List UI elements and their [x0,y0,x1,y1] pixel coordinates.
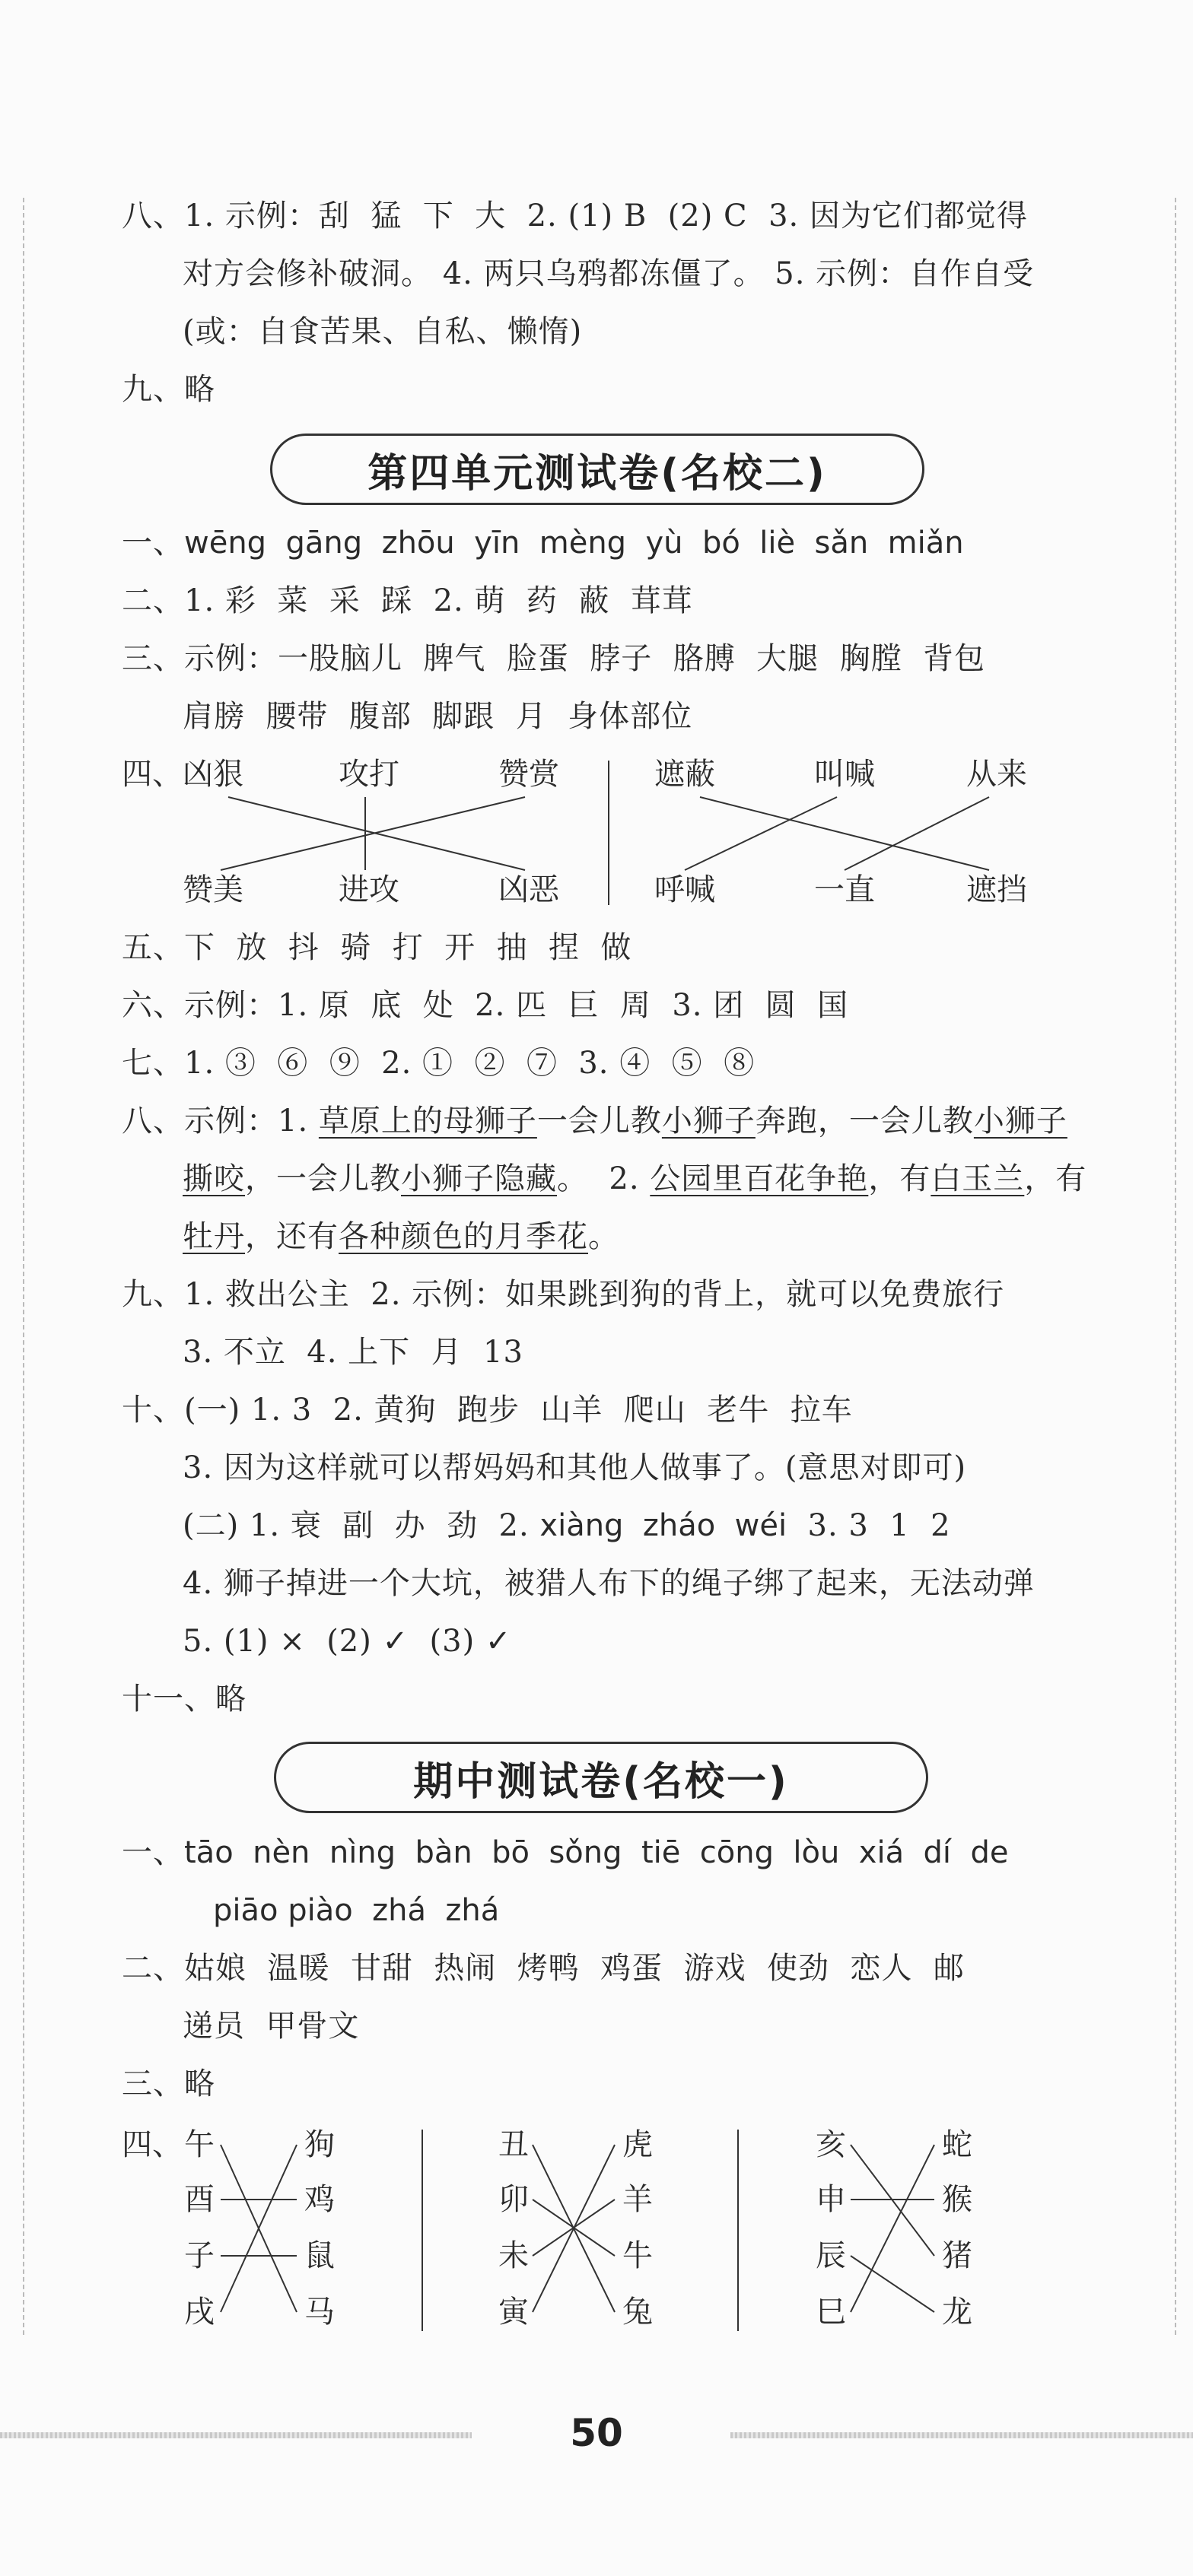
unit4-q3-line-1: 三、示例：一股脑儿 脾气 脸蛋 脖子 胳膊 大腿 胸膛 背包 [122,641,986,676]
unit4-q10-line-1: 十、(一) 1. 3 2. 黄狗 跑步 山羊 爬山 老牛 拉车 [122,1393,853,1428]
match-line [700,797,989,870]
answer-8-line-3: (或：自食苦果、自私、懒惰) [183,314,583,349]
unit4-q10-line-2: 3. 因为这样就可以帮妈妈和其他人做事了。(意思对即可) [183,1450,967,1485]
match-word: 凶狠 [183,757,243,792]
midterm-q2-line-1: 二、姑娘 温暖 甘甜 热闹 烤鸭 鸡蛋 游戏 使劲 恋人 邮 [122,1951,965,1986]
match-line [851,2145,934,2312]
unit4-q1-pinyin: wēng gāng zhōu yīn mèng yù bó liè sǎn miǎn [184,526,964,561]
match-word: 虎 [622,2127,653,2162]
match-word: 兔 [622,2295,653,2330]
unit4-q9-line-1: 九、1. 救出公主 2. 示例：如果跳到狗的背上，就可以免费旅行 [122,1277,1005,1312]
match-word: 从来 [966,757,1027,792]
match-word: 呼喊 [654,872,715,907]
match-word: 进攻 [339,872,399,907]
match-word: 申 [816,2182,846,2217]
unit4-q1: 一、wēng gāng zhōu yīn mèng yù bó liè sǎn miǎn [122,526,964,561]
match-word: 凶恶 [498,872,559,907]
answer-8-line-2: 对方会修补破洞。 4. 两只乌鸦都冻僵了。 5. 示例：自作自受 [183,256,1035,291]
midterm-q4-label: 四、 [122,2127,183,2162]
match-word: 酉 [184,2182,215,2217]
match-word: 子 [184,2238,215,2273]
unit4-q10-line-4: 4. 狮子掉进一个大坑，被猎人布下的绳子绑了起来，无法动弹 [183,1566,1035,1601]
midterm-title: 期中测试卷(名校一) [274,1742,928,1813]
midterm-q1-line-1: 一、tāo nèn nìng bàn bō sǒng tiē cōng lòu xiá dí de [122,1835,1009,1870]
match-word: 一直 [814,872,875,907]
unit4-q8-line-2: 撕咬，一会儿教小狮子隐藏。 2. 公园里百花争艳，有白玉兰，有 [183,1161,1087,1196]
match-word: 龙 [942,2295,972,2330]
match-word: 猴 [942,2182,972,2217]
match-word: 攻打 [339,757,399,792]
match-word: 辰 [816,2238,846,2273]
match-word: 猪 [942,2238,972,2273]
match-word: 鸡 [304,2182,335,2217]
match-word: 马 [304,2295,335,2330]
unit4-q8-line-1: 八、示例：1. 草原上的母狮子一会儿教小狮子奔跑，一会儿教小狮子 [122,1104,1067,1139]
unit4-q9-line-2: 3. 不立 4. 上下 月 13 [183,1335,523,1370]
unit4-q8-line-3: 牡丹，还有各种颜色的月季花。 [183,1219,619,1254]
match-word: 赞美 [183,872,243,907]
match-line [685,797,837,870]
match-word: 狗 [304,2127,335,2162]
match-word: 午 [184,2127,215,2162]
match-word: 寅 [498,2295,529,2330]
match-word: 遮蔽 [654,757,715,792]
match-word: 未 [498,2238,529,2273]
midterm-q3: 三、略 [122,2066,215,2101]
match-word: 鼠 [304,2238,335,2273]
unit4-q10-line-5: 5. (1) × (2) ✓ (3) ✓ [183,1624,512,1659]
match-word: 叫喊 [814,757,875,792]
midterm-q2-line-2: 递员 甲骨文 [183,2009,360,2044]
unit4-q10-line-3: (二) 1. 衰 副 办 劲 2. xiàng zháo wéi 3. 3 1 2 [183,1508,951,1543]
answer-8-line-1: 八、1. 示例：刮 猛 下 大 2. (1) B (2) C 3. 因为它们都觉得 [122,199,1028,233]
midterm-q1-line-2: piāo piào zhá zhá [213,1893,500,1928]
unit4-q11: 十一、略 [122,1682,247,1717]
unit4-q2: 二、1. 彩 菜 采 踩 2. 萌 药 蔽 茸茸 [122,583,693,618]
match-word: 赞赏 [498,757,559,792]
answer-9: 九、略 [122,372,215,407]
unit4-q5: 五、下 放 抖 骑 打 开 抽 捏 做 [122,930,632,965]
unit4-q3-line-2: 肩膀 腰带 腹部 脚跟 月 身体部位 [183,699,693,734]
match-word: 亥 [816,2127,846,2162]
unit4-q4-label: 四、 [122,757,183,792]
page-number: 50 [570,2411,623,2455]
match-word: 遮挡 [966,872,1027,907]
match-word: 卯 [498,2182,529,2217]
match-word: 蛇 [942,2127,972,2162]
match-line [851,2256,934,2312]
match-line [845,797,989,870]
match-word: 戌 [184,2295,215,2330]
match-word: 牛 [622,2238,653,2273]
match-word: 丑 [498,2127,529,2162]
unit4-title: 第四单元测试卷(名校二) [270,434,924,505]
match-word: 巳 [816,2295,846,2330]
unit4-q7: 七、1. ③ ⑥ ⑨ 2. ① ② ⑦ 3. ④ ⑤ ⑧ [122,1046,756,1081]
unit4-q6: 六、示例：1. 原 底 处 2. 匹 巨 周 3. 团 圆 国 [122,988,849,1023]
match-word: 羊 [622,2182,653,2217]
